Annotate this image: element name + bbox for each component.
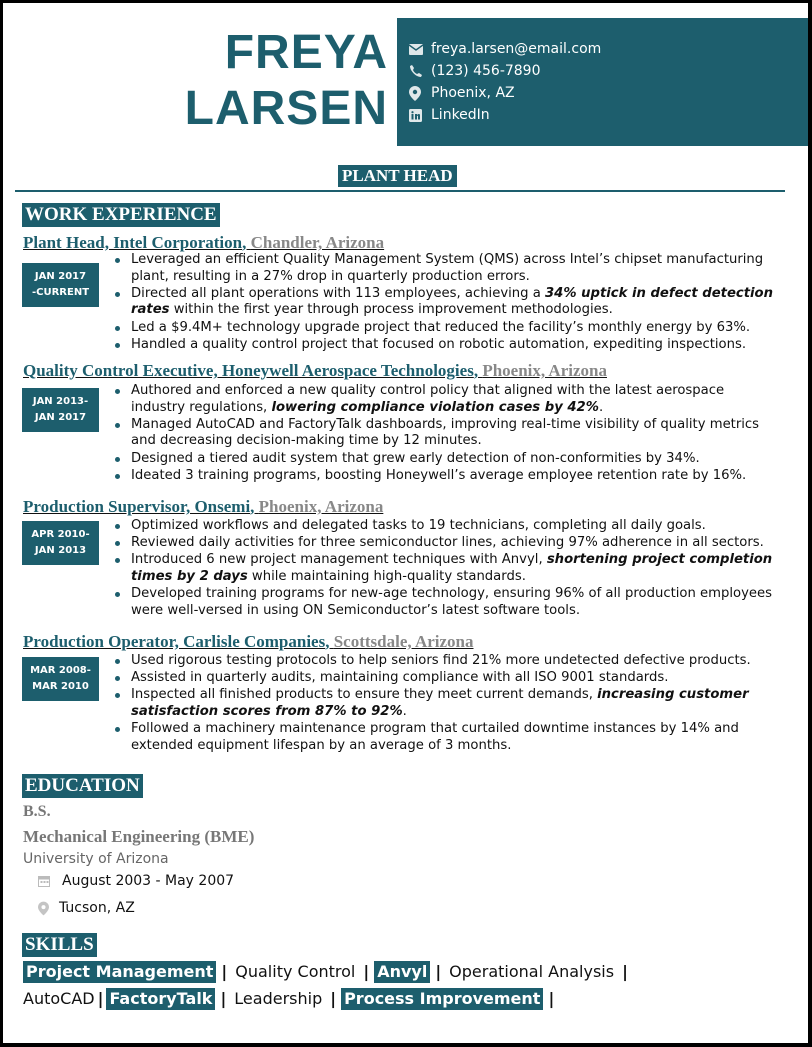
job-title-2: Quality Control Executive, Honeywell Aerospace Technologies, Phoenix, Arizona	[23, 361, 607, 380]
skill-separator: |	[622, 962, 628, 981]
map-pin-icon	[38, 901, 59, 916]
candidate-name	[185, 25, 388, 137]
date-line: JAN 2013	[34, 545, 87, 556]
education-location	[38, 900, 135, 916]
contact-email[interactable]	[409, 38, 808, 60]
major: Mechanical Engineering (BME)	[23, 827, 255, 846]
date-line: -CURRENT	[31, 287, 90, 298]
bullet-item: Assisted in quarterly audits, maintaining compliance with all ISO 9001 standards.	[113, 670, 773, 687]
resume-page	[3, 3, 808, 1043]
bullet-item: Used rigorous testing protocols to help seniors find 21% more undetected defective products.	[113, 653, 773, 670]
contact-location	[409, 82, 808, 104]
date-line: JAN 2017	[34, 412, 87, 423]
skill-separator: |	[221, 962, 228, 981]
email-text: freya.larsen@email.com	[431, 41, 602, 57]
bullet-item: Ideated 3 training programs, boosting Honeywell’s average employee retention rate by 16%.	[113, 468, 773, 485]
job-role: Quality Control Executive, Honeywell Aerospace Technologies	[23, 361, 474, 380]
skill-tag: Leadership	[234, 989, 323, 1008]
bullet-item: Reviewed daily activities for three semiconductor lines, achieving 97% adherence in all sectors.	[113, 535, 773, 552]
degree: B.S.	[23, 803, 51, 820]
contact-box	[397, 18, 808, 146]
education-dates	[38, 873, 234, 889]
job-date-1	[22, 263, 99, 307]
linkedin-text: LinkedIn	[431, 107, 490, 123]
location-text: Tucson, AZ	[59, 900, 135, 916]
skill-separator: |	[330, 989, 337, 1008]
skills-heading: SKILLS	[22, 933, 97, 957]
job-location: Scottsdale, Arizona	[333, 632, 474, 651]
job-role: Plant Head, Intel Corporation	[23, 233, 243, 252]
date-line: JAN 2017	[34, 271, 87, 282]
first-name: FREYA	[224, 26, 388, 79]
job-title-3: Production Supervisor, Onsemi, Phoenix, Arizona	[23, 497, 384, 516]
job-bullets-2	[113, 383, 773, 485]
bullet-item: Authored and enforced a new quality control policy that aligned with the latest aerospace industry regulations, lowering compliance violation cases by 42%.	[113, 383, 773, 416]
map-pin-icon	[409, 86, 431, 101]
dates-text: August 2003 - May 2007	[62, 873, 235, 889]
date-line: MAR 2010	[32, 681, 89, 692]
education-heading: EDUCATION	[22, 774, 143, 798]
job-bullets-1	[113, 252, 773, 354]
job-bullets-3	[113, 518, 773, 620]
date-line: JAN 2013-	[32, 396, 89, 407]
job-role: Production Supervisor, Onsemi	[23, 497, 251, 516]
bullet-item: Followed a machinery maintenance program that curtailed downtime instances by 14% and extended equipment lifespan by an average of 3 months.	[113, 721, 773, 754]
skills-row-1	[23, 961, 633, 983]
bullet-item: Handled a quality control project that focused on robotic automation, expediting inspections.	[113, 337, 773, 354]
job-role: Production Operator, Carlisle Companies	[23, 632, 326, 651]
skill-tag: Quality Control	[235, 962, 356, 981]
skill-tag: Operational Analysis	[449, 962, 615, 981]
job-location: Phoenix, Arizona	[482, 361, 607, 380]
skill-tag: FactoryTalk	[106, 988, 215, 1010]
phone-icon	[409, 64, 431, 78]
job-date-4	[22, 657, 99, 701]
contact-linkedin[interactable]	[409, 104, 808, 126]
job-title-tag: PLANT HEAD	[338, 165, 457, 187]
skill-tag: AutoCAD	[23, 989, 95, 1008]
skill-tag: Process Improvement	[341, 988, 543, 1010]
job-bullets-4	[113, 653, 773, 755]
envelope-icon	[409, 44, 431, 55]
title-divider	[15, 190, 785, 192]
job-date-2	[22, 388, 99, 432]
work-experience-heading: WORK EXPERIENCE	[22, 203, 220, 227]
phone-text: (123) 456-7890	[431, 63, 541, 79]
bullet-item: Developed training programs for new-age technology, ensuring 96% of all production employees were well-versed in using ON Semiconductor’s latest software tools.	[113, 586, 773, 619]
school: University of Arizona	[23, 851, 169, 867]
bullet-item: Designed a tiered audit system that grew early detection of non-conformities by 34%.	[113, 451, 773, 468]
bullet-item: Managed AutoCAD and FactoryTalk dashboards, improving real-time visibility of quality metrics and decreasing decision-making time by 12 minutes.	[113, 417, 773, 450]
bullet-item: Optimized workflows and delegated tasks to 19 technicians, completing all daily goals.	[113, 518, 773, 535]
bullet-item: Leveraged an efficient Quality Management System (QMS) across Intel’s chipset manufacturing plant, resulting in a 27% drop in quarterly production errors.	[113, 252, 773, 285]
date-line: MAR 2008-	[30, 665, 91, 676]
skill-tag: Anvyl	[374, 961, 430, 983]
date-line: APR 2010-	[31, 529, 90, 540]
job-location: Phoenix, Arizona	[258, 497, 384, 516]
contact-phone[interactable]	[409, 60, 808, 82]
skill-separator: |	[548, 989, 555, 1008]
skill-separator: |	[363, 962, 370, 981]
job-title-4: Production Operator, Carlisle Companies, Scottsdale, Arizona	[23, 632, 474, 651]
bullet-item: Inspected all finished products to ensure they meet current demands, increasing customer satisfaction scores from 87% to 92%.	[113, 687, 773, 720]
job-title-1: Plant Head, Intel Corporation, Chandler, Arizona	[23, 233, 385, 252]
skill-separator: |	[97, 989, 104, 1008]
bullet-item: Introduced 6 new project management techniques with Anvyl, shortening project completion times by 2 days while maintaining high-quality standards.	[113, 552, 773, 585]
job-date-3	[22, 521, 99, 565]
bullet-item: Led a $9.4M+ technology upgrade project that reduced the facility’s monthly energy by 63%.	[113, 320, 773, 337]
skills-row-2	[23, 988, 559, 1010]
calendar-icon	[38, 875, 62, 887]
location-text: Phoenix, AZ	[431, 85, 515, 101]
bullet-item: Directed all plant operations with 113 employees, achieving a 34% uptick in defect detection rates within the first year through process improvement methodologies.	[113, 286, 773, 319]
job-location: Chandler, Arizona	[250, 233, 385, 252]
skill-separator: |	[435, 962, 442, 981]
skill-tag: Project Management	[23, 961, 216, 983]
linkedin-icon	[409, 109, 431, 122]
skill-separator: |	[220, 989, 227, 1008]
last-name: LARSEN	[184, 82, 388, 135]
